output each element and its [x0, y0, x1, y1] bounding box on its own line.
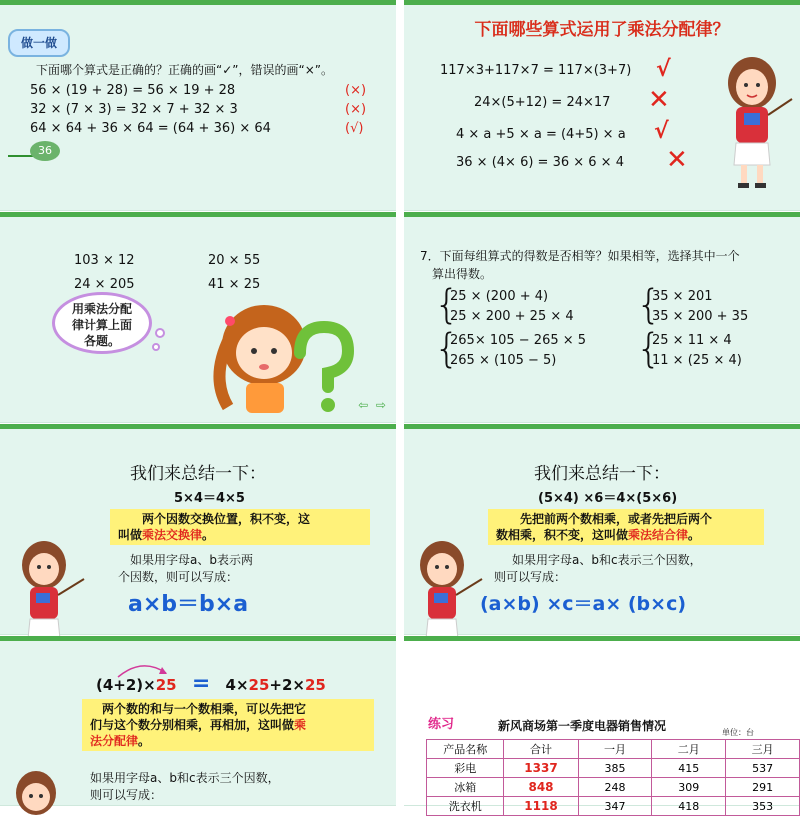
table-cell: 309 — [652, 778, 726, 797]
exercise-label: 练习 — [428, 717, 455, 732]
summary-heading: 我们来总结一下： — [130, 464, 266, 484]
letters-line-1: 如果用字母a、b和c表示三个因数， — [512, 553, 702, 567]
table-row — [427, 759, 800, 778]
table-cell: 1337 — [504, 759, 578, 778]
group3-line1: 265× 105 − 265 × 5 — [450, 333, 587, 348]
mark-row-3: (√) — [345, 121, 364, 136]
slide-thumbnail-1[interactable] — [0, 0, 396, 211]
table-cell: 彩电 — [427, 759, 504, 778]
table-cell: 248 — [578, 778, 652, 797]
example-equation: 5×4＝4×5 — [174, 491, 245, 506]
expr-row-1: 56 × (19 + 28) = 56 × 19 + 28 — [30, 83, 236, 98]
brace-4: { — [636, 326, 662, 372]
table-cell: 冰箱 — [427, 778, 504, 797]
unit-label: 单位：台 — [722, 728, 754, 737]
question-line-2: 算出得数。 — [432, 267, 493, 281]
header-cell: 二月 — [652, 740, 726, 759]
definition-line-2: 叫做乘法交换律。 — [118, 528, 215, 542]
letters-line-1: 如果用字母a、b表示两 — [130, 553, 253, 567]
table-cell: 347 — [578, 797, 652, 816]
group4-line1: 25 × 11 × 4 — [652, 333, 732, 348]
cross-mark-2: ✕ — [648, 85, 670, 115]
definition-box — [82, 699, 374, 751]
definition-line-1: 两个因数交换位置，积不变，这 — [142, 512, 311, 526]
bubble-line-3: 各题。 — [83, 334, 120, 348]
slide-title: 下面哪些算式运用了乘法分配律？ — [474, 20, 730, 40]
header-cell: 产品名称 — [427, 740, 504, 759]
header-cell: 合计 — [504, 740, 578, 759]
sales-table — [426, 739, 800, 816]
slide-thumbnail-4[interactable] — [404, 212, 800, 423]
do-it-badge: 做一做 — [8, 29, 70, 57]
problem-1: 103 × 12 — [74, 253, 135, 268]
definition-line-3: 法分配律。 — [90, 734, 151, 748]
table-row — [427, 797, 800, 816]
teacher-illustration — [406, 539, 486, 639]
table-header-row — [427, 740, 800, 759]
page-number: 36 — [30, 141, 60, 161]
bubble-line-2: 律计算上面 — [71, 318, 132, 332]
expr-row-3: 64 × 64 + 36 × 64 = (64 + 36) × 64 — [30, 121, 271, 136]
bubble-dots — [150, 327, 164, 357]
thought-bubble — [52, 292, 152, 354]
table-cell: 418 — [652, 797, 726, 816]
example-equation: (5×4) ×6＝4×(5×6) — [538, 491, 678, 506]
table-cell: 415 — [652, 759, 726, 778]
group4-line2: 11 × (25 × 4) — [652, 353, 742, 368]
expr-row-2: 32 × (7 × 3) = 32 × 7 + 32 × 3 — [30, 102, 238, 117]
definition-line-2: 数相乘，积不变，这叫做乘法结合律。 — [496, 528, 701, 542]
definition-line-1: 两个数的和与一个数相乘，可以先把它 — [102, 702, 307, 716]
brace-2: { — [636, 282, 662, 328]
check-mark-1: √ — [656, 57, 671, 82]
letters-line-2: 个因数，则可以写成： — [118, 570, 239, 584]
girl-thinking-illustration — [200, 297, 360, 417]
question-line-1: 7．下面每组算式的得数是否相等？如果相等，选择其中一个 — [420, 249, 740, 263]
definition-line-1: 先把前两个数相乘，或者先把后两个 — [520, 512, 713, 526]
group2-line2: 35 × 200 + 35 — [652, 309, 749, 324]
distribution-example: (4+2)×25 = 4×25+2×25 — [96, 671, 326, 696]
commutative-formula: a×b＝b×a — [128, 592, 249, 617]
expr-row-4: 36 × (4× 6) = 36 × 6 × 4 — [456, 155, 624, 170]
slide-thumbnail-2[interactable] — [404, 0, 800, 211]
expr-row-1: 117×3+117×7 = 117×(3+7) — [440, 63, 632, 78]
table-cell: 537 — [726, 759, 800, 778]
definition-line-2: 们与这个数分别相乘，再相加，这叫做乘 — [90, 718, 307, 732]
summary-heading: 我们来总结一下： — [534, 464, 670, 484]
cross-mark-4: ✕ — [666, 145, 688, 175]
brace-3: { — [434, 326, 460, 372]
problem-4: 41 × 25 — [208, 277, 261, 292]
slide-thumbnail-3[interactable] — [0, 212, 396, 423]
expr-row-3: 4 × a +5 × a = (4+5) × a — [456, 127, 626, 142]
letters-line-2: 则可以写成： — [90, 788, 163, 802]
nav-arrows[interactable]: ⇦ ⇨ — [358, 398, 388, 412]
brace-1: { — [434, 282, 460, 328]
definition-box — [488, 509, 764, 545]
group2-line1: 35 × 201 — [652, 289, 713, 304]
problem-2: 20 × 55 — [208, 253, 261, 268]
law-name: 乘法交换律 — [142, 528, 203, 542]
table-cell: 848 — [504, 778, 578, 797]
table-row — [427, 778, 800, 797]
header-cell: 三月 — [726, 740, 800, 759]
bubble-line-1: 用乘法分配 — [71, 302, 132, 316]
definition-box — [110, 509, 370, 545]
header-cell: 一月 — [578, 740, 652, 759]
table-cell: 1118 — [504, 797, 578, 816]
check-mark-3: √ — [654, 119, 669, 144]
letters-line-1: 如果用字母a、b和c表示三个因数， — [90, 771, 280, 785]
table-cell: 洗衣机 — [427, 797, 504, 816]
table-cell: 385 — [578, 759, 652, 778]
slide-thumbnail-8[interactable] — [404, 636, 800, 813]
teacher-illustration — [714, 53, 794, 193]
teacher-illustration — [8, 539, 88, 639]
instruction-text: 下面哪个算式是正确的？正确的画“✓”，错误的画“×”。 — [36, 63, 333, 77]
slide-thumbnail-6[interactable] — [404, 424, 800, 635]
slide-thumbnail-7[interactable] — [0, 636, 396, 806]
letters-line-2: 则可以写成： — [494, 570, 567, 584]
problem-3: 24 × 205 — [74, 277, 135, 292]
associative-formula: (a×b) ×c＝a× (b×c) — [480, 593, 687, 615]
slide-thumbnail-5[interactable] — [0, 424, 396, 635]
group3-line2: 265 × (105 − 5) — [450, 353, 557, 368]
mark-row-2: (×) — [345, 102, 367, 117]
mark-row-1: (×) — [345, 83, 367, 98]
table-title: 新风商场第一季度电器销售情况 — [498, 719, 667, 733]
teacher-illustration — [6, 769, 66, 809]
table-cell: 353 — [726, 797, 800, 816]
expr-row-2: 24×(5+12) = 24×17 — [474, 95, 611, 110]
law-name: 乘法结合律 — [628, 528, 689, 542]
group1-line2: 25 × 200 + 25 × 4 — [450, 309, 574, 324]
table-cell: 291 — [726, 778, 800, 797]
group1-line1: 25 × (200 + 4) — [450, 289, 549, 304]
